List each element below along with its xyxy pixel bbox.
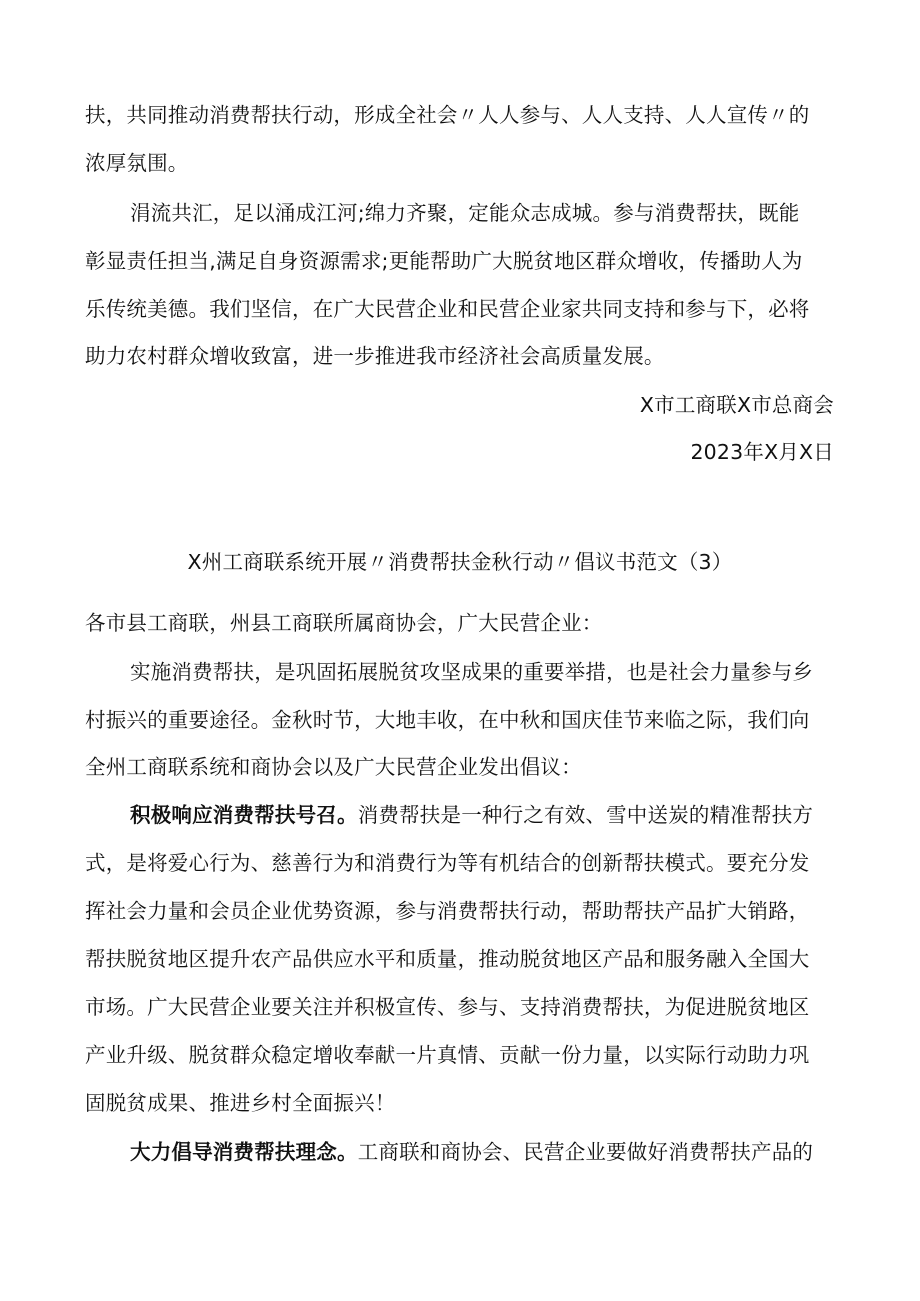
paragraph-line: 助力农村群众增收致富，进一步推进我市经济社会高质量发展。 [85,344,665,368]
paragraph-line: 乐传统美德。我们坚信，在广大民营企业和民营企业家共同支持和参与下，必将 [85,297,810,321]
signature-organization: X市工商联X市总商会 [639,393,834,417]
paragraph-line: 浓厚氛围。 [85,151,189,175]
paragraph-line: 固脱贫成果、推进乡村全面振兴！ [85,1091,396,1115]
section-first-line [130,1137,845,1167]
section-heading: 积极响应消费帮扶号召。 [130,803,358,827]
salutation: 各市县工商联，州县工商联所属商协会，广大民营企业： [85,611,603,635]
section-text: 工商联和商协会、民营企业要做好消费帮扶产品的 [357,1140,814,1164]
paragraph-line: 全州工商联系统和商协会以及广大民营企业发出倡议： [85,755,582,779]
paragraph-line: 彰显责任担当,满足自身资源需求;更能帮助广大脱贫地区群众增收，传播助人为 [85,249,803,273]
paragraph-line: 帮扶脱贫地区提升农产品供应水平和质量，推动脱贫地区产品和服务融入全国大 [85,947,810,971]
paragraph-line: 村振兴的重要途径。金秋时节，大地丰收，在中秋和国庆佳节来临之际，我们向 [85,708,810,732]
section-text: 消费帮扶是一种行之有效、雪中送炭的精准帮扶方 [357,803,814,827]
signature-date: 2023年X月X日 [690,440,834,464]
section-first-line [130,800,845,830]
paragraph-line: 挥社会力量和会员企业优势资源，参与消费帮扶行动，帮助帮扶产品扩大销路， [85,899,810,923]
paragraph-line: 实施消费帮扶，是巩固拓展脱贫攻坚成果的重要举措，也是社会力量参与乡 [130,660,814,684]
paragraph-line: 扶，共同推动消费帮扶行动，形成全社会〃人人参与、人人支持、人人宣传〃的 [85,103,810,127]
paragraph-line: 式，是将爱心行为、慈善行为和消费行为等有机结合的创新帮扶模式。要充分发 [85,851,810,875]
paragraph-line: 涓流共汇，足以涌成江河;绵力齐聚，定能众志成城。参与消费帮扶，既能 [130,201,800,225]
paragraph-line: 产业升级、脱贫群众稳定增收奉献一片真情、贡献一份力量，以实际行动助力巩 [85,1043,810,1067]
document-title: X州工商联系统开展〃消费帮扶金秋行动〃倡议书范文（3） [187,550,733,574]
section-heading: 大力倡导消费帮扶理念。 [130,1140,358,1164]
paragraph-line: 市场。广大民营企业要关注并积极宣传、参与、支持消费帮扶，为促进脱贫地区 [85,995,810,1019]
